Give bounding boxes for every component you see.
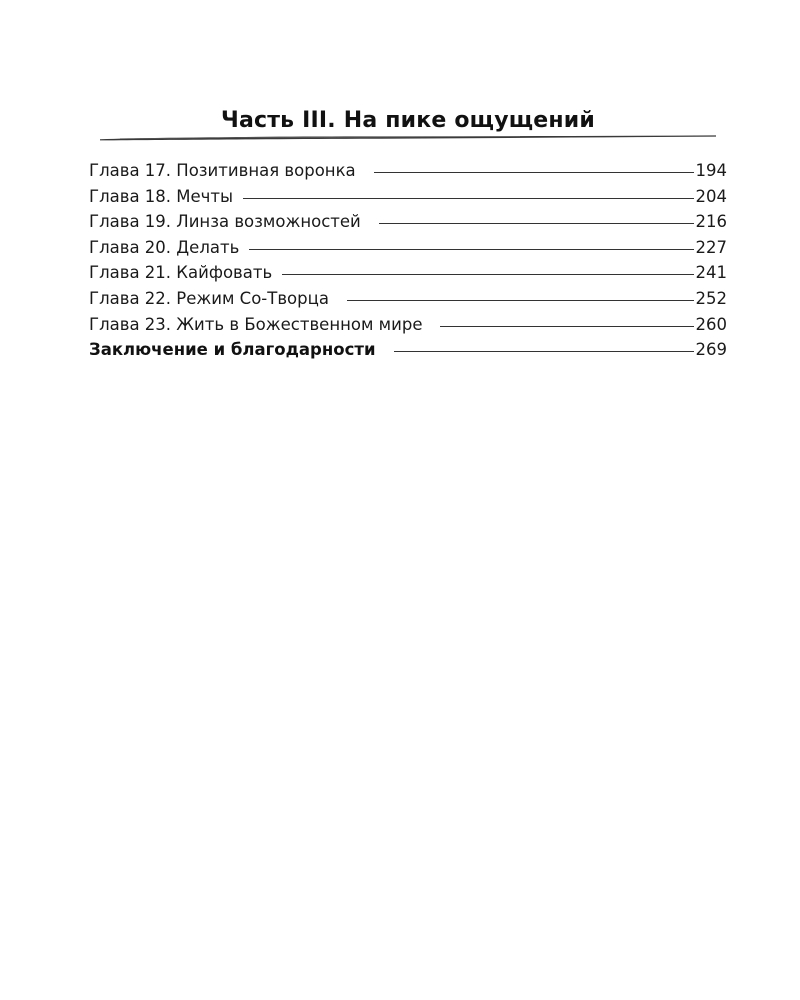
- toc-page-number: 269: [695, 340, 727, 360]
- toc-entry-chapter-20[interactable]: [89, 235, 727, 261]
- toc-entry-chapter-19[interactable]: [89, 209, 727, 235]
- toc-entry-chapter-18[interactable]: [89, 184, 727, 210]
- toc-leader-line: [243, 198, 693, 199]
- toc-entry-title: Глава 21. Кайфовать: [89, 263, 273, 283]
- toc-entry-title: Глава 18. Мечты: [89, 186, 234, 206]
- toc-entry-chapter-21[interactable]: [89, 260, 727, 286]
- section-title: Часть III. На пике ощущений: [220, 108, 596, 133]
- toc-leader-line: [374, 172, 694, 173]
- toc-entry-title: Глава 17. Позитивная воронка: [89, 161, 356, 180]
- toc-page-number: 204: [695, 186, 727, 206]
- toc-leader-line: [379, 223, 694, 224]
- brush-stroke-divider: [100, 134, 716, 142]
- toc-leader-line: [394, 351, 694, 352]
- toc-page-number: 216: [695, 212, 727, 232]
- toc-page-number: 227: [695, 237, 727, 257]
- toc-page-number: 260: [695, 314, 727, 334]
- toc-entry-title: Глава 22. Режим Со-Творца: [89, 288, 329, 308]
- toc-entry-chapter-22[interactable]: [89, 286, 727, 312]
- table-of-contents: [89, 158, 727, 363]
- toc-entry-title: Глава 19. Линза возможностей: [89, 212, 361, 232]
- toc-page-number: 252: [695, 288, 727, 308]
- toc-page-number: 194: [695, 161, 727, 180]
- toc-entry-title: Глава 23. Жить в Божественном мире: [89, 314, 423, 334]
- toc-leader-line: [347, 300, 694, 301]
- toc-leader-line: [249, 249, 693, 250]
- toc-page-number: 241: [695, 263, 727, 283]
- toc-leader-line: [282, 274, 693, 275]
- toc-entry-chapter-23[interactable]: [89, 312, 727, 338]
- toc-entry-chapter-17[interactable]: [89, 158, 727, 184]
- toc-entry-title: Глава 20. Делать: [89, 237, 240, 257]
- toc-entry-title: Заключение и благодарности: [89, 340, 376, 360]
- toc-leader-line: [440, 326, 693, 327]
- toc-entry-conclusion[interactable]: [89, 337, 727, 363]
